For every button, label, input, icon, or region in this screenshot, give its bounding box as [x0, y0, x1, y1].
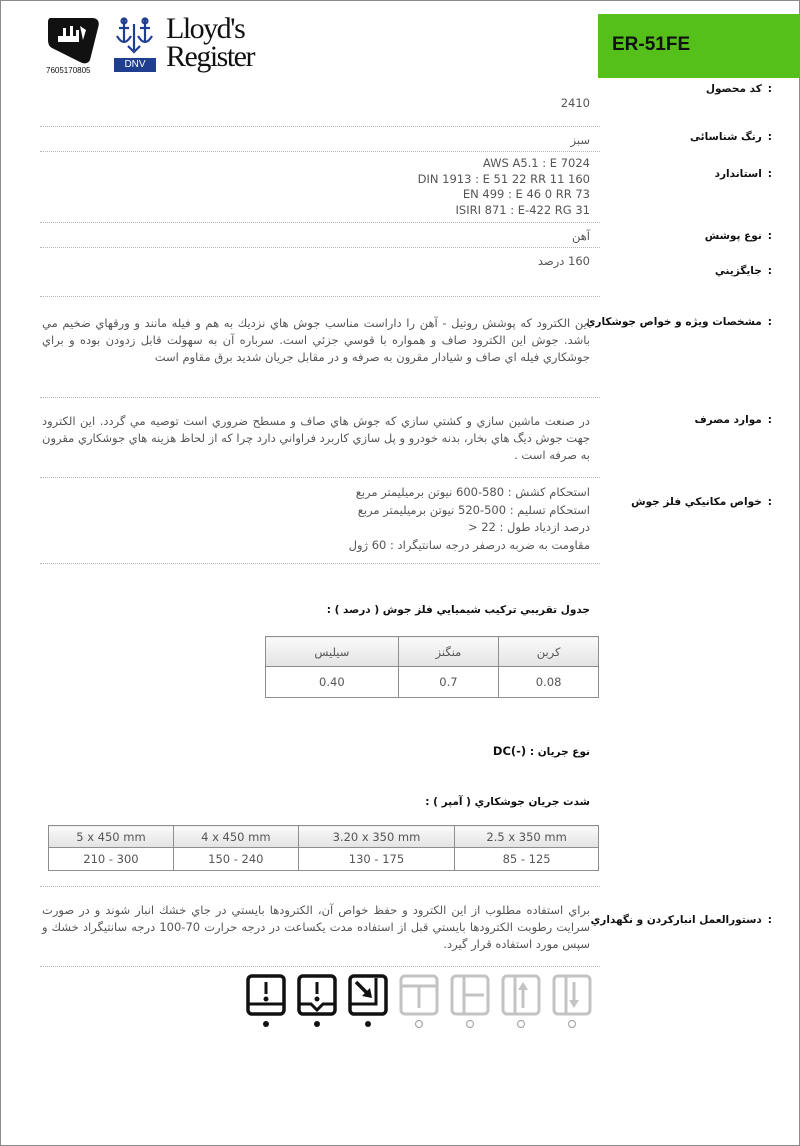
mechanical-label: :خواص مکانيکي فلز جوش	[631, 496, 772, 508]
dnv-logo	[114, 16, 156, 72]
substitution-label: :جايگزيني	[714, 265, 772, 277]
product-code-value: 2410	[560, 96, 590, 110]
mechanical-line: استحکام کشش : 580-600 نيوتن برميليمتر مربع	[355, 485, 590, 499]
properties-label: :مشخصات ويژه و خواص جوشکاري	[585, 316, 772, 328]
vertical-down-position-icon	[552, 974, 592, 1028]
storage-label: :دستورالعمل انبارکردن و نگهداري	[590, 914, 772, 926]
current-value: 85 - 125	[455, 848, 599, 871]
applications-label: :موارد مصرف	[694, 414, 772, 426]
chemical-value: 0.40	[266, 667, 399, 698]
mechanical-line: درصد ازدياد طول : 22 <	[467, 520, 590, 534]
properties-text: اين الکترود که پوشش روتيل - آهن را داراست مناسب جوش هاي نزديك به هم و فيله مانند و ورقهاي ضخيم مي باشد. جوش اين الکترود صاف و همواره با قوسي جزئي است. سرباره آن به سهولت قابل زدودن بوده و براي جوشکاري فيله اي صاف و شيادار مقرون به صرفه و در مقابل جريان شديد برق مقاوم است	[42, 316, 590, 364]
current-table-title: شدت جريان جوشکاري ( آمپر ) :	[425, 796, 590, 808]
product-code-label: :کد محصول	[705, 83, 772, 95]
current-value: 150 - 240	[173, 848, 298, 871]
chemical-table-title: جدول تقريبي ترکيب شيميايي فلز جوش ( درصد ) :	[326, 604, 590, 616]
current-table	[48, 825, 599, 871]
storage-text: براي استفاده مطلوب از اين الکترود و حفظ خواص آن، الکترودها بايستي در جاي خشك انبار شوند و در صورت سرايت رطوبت الکترودها بايستي قبل از استفاده مدت يکساعت در درجه حرارت 70-100 درجه سانتيگراد خشك و سپس مورد استفاده قرار گيرد.	[42, 903, 591, 951]
standard-line: EN 499 : E 46 0 RR 73	[462, 187, 590, 201]
inclined-position-icon	[348, 974, 388, 1028]
standard-label: :استاندارد	[714, 168, 772, 180]
overhead-position-icon	[399, 974, 439, 1028]
divider	[40, 151, 600, 152]
current-header: 4 x 450 mm	[173, 826, 298, 848]
vertical-up-position-icon	[501, 974, 541, 1028]
product-title-box	[598, 14, 800, 78]
standard-mark-number: 7605170805	[46, 66, 91, 75]
current-type: نوع جريان : DC(-)	[492, 744, 590, 758]
lloyds-register-logo	[166, 14, 262, 76]
dnv-label: DNV	[114, 58, 156, 72]
divider	[40, 222, 600, 223]
flat-position-icon	[246, 974, 286, 1028]
lloyds-line1: Lloyd's	[166, 12, 245, 45]
current-header: 2.5 x 350 mm	[455, 826, 599, 848]
color-label: :رنگ شناسائی	[690, 131, 772, 143]
coating-value: آهن	[571, 229, 590, 243]
standard-line: AWS A5.1 : E 7024	[482, 156, 590, 170]
product-title: ER-51FE	[612, 34, 691, 55]
chemical-header: سيليس	[266, 637, 399, 667]
divider	[40, 247, 600, 248]
horizontal-position-icon	[450, 974, 490, 1028]
divider	[40, 477, 600, 478]
standard-line: DIN 1913 : E 51 22 RR 11 160	[417, 171, 590, 186]
chemical-value: 0.08	[499, 667, 599, 698]
chemical-header: منگنز	[398, 637, 498, 667]
divider	[40, 126, 600, 127]
divider	[40, 296, 600, 297]
horizontal-fillet-position-icon	[297, 974, 337, 1028]
color-value: سبز	[570, 133, 590, 147]
mechanical-line: مقاومت به ضربه درصفر درجه سانتيگراد : 60 ژول	[348, 537, 590, 552]
divider	[40, 966, 600, 967]
current-type-value: DC(-)	[492, 744, 527, 758]
current-header: 3.20 x 350 mm	[298, 826, 454, 848]
divider	[40, 563, 600, 564]
standard-values	[418, 156, 590, 218]
current-value: 210 - 300	[49, 848, 174, 871]
current-header: 5 x 450 mm	[49, 826, 174, 848]
mechanical-values	[349, 484, 590, 554]
applications-text: در صنعت ماشين سازي و کشتي سازي که جوش هاي صاف و مسطح ضروري است توصيه مي گردد. اين الکترود جهت جوش ديگ هاي بخار، بدنه خودرو و پل سازي کاربرد فراواني دارد چرا که از لحاظ هزينه هاي جوشکاري مقرون به صرفه است .	[42, 414, 590, 462]
divider	[40, 397, 600, 398]
chemical-value: 0.7	[398, 667, 498, 698]
substitution-value: 160 درصد	[537, 254, 590, 268]
chemical-header: کربن	[499, 637, 599, 667]
divider	[40, 886, 600, 887]
current-value: 130 - 175	[298, 848, 454, 871]
chemical-table	[265, 636, 599, 698]
coating-label: :نوع پوشش	[704, 230, 772, 242]
standard-line: ISIRI 871 : E-422 RG 31	[455, 202, 590, 217]
standard-mark-logo	[46, 14, 102, 76]
lloyds-line2: Register	[166, 40, 254, 73]
mechanical-line: استحکام تسليم : 500-520 نيوتن برميليمتر مربع	[357, 502, 590, 517]
